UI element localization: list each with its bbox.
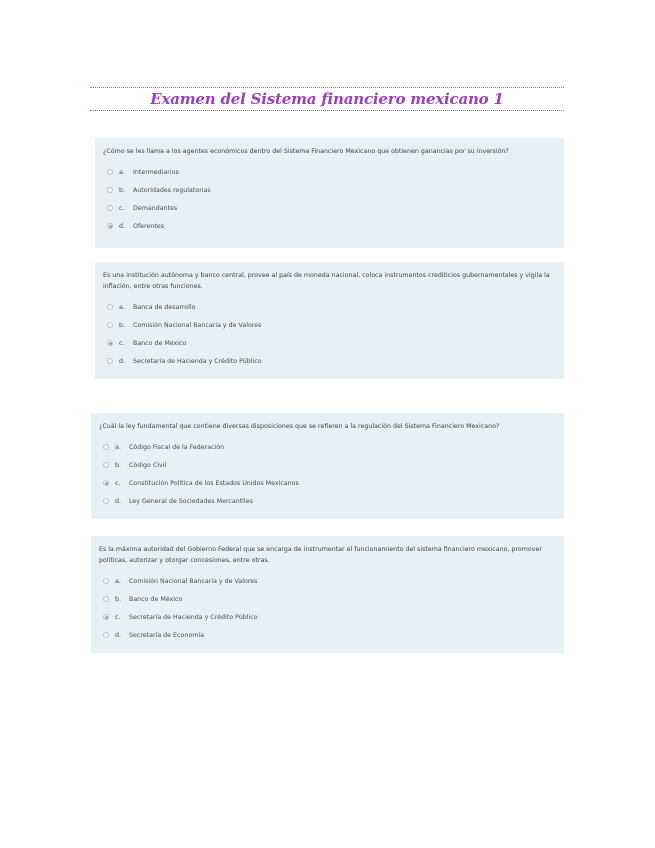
radio-button[interactable] — [103, 444, 109, 450]
option-label: Banco de México — [133, 339, 187, 347]
option-b[interactable] — [99, 590, 558, 608]
option-label: Ley General de Sociedades Mercantiles — [129, 497, 253, 505]
question-card-3 — [91, 413, 564, 519]
option-label: Comisión Nacional Bancaria y de Valores — [133, 321, 262, 329]
option-label: Autoridades regulatorias — [133, 186, 211, 194]
option-label: Código Civil — [129, 461, 167, 469]
option-letter: c. — [115, 479, 121, 487]
option-d[interactable] — [99, 492, 558, 510]
question-card-1 — [95, 138, 564, 248]
radio-button[interactable] — [107, 358, 113, 364]
option-c[interactable] — [103, 334, 558, 352]
question-text: Es la máxima autoridad del Gobierno Federal que se encarga de instrumentar el funcionamiento del sistema financiero mexicano, promover políticas, autorizar y otorgar concesiones, entre otras. — [99, 546, 542, 564]
option-letter: b. — [119, 321, 125, 329]
option-d[interactable] — [103, 217, 558, 235]
option-a[interactable] — [99, 572, 558, 590]
option-d[interactable] — [103, 352, 558, 370]
option-b[interactable] — [103, 316, 558, 334]
option-letter: c. — [119, 204, 125, 212]
option-label: Secretaría de Hacienda y Crédito Público — [133, 357, 262, 365]
radio-button[interactable] — [107, 322, 113, 328]
radio-button[interactable] — [107, 304, 113, 310]
title-banner — [90, 87, 564, 111]
option-letter: b. — [115, 595, 121, 603]
option-letter: d. — [115, 497, 121, 505]
question-card-2 — [95, 262, 564, 379]
question-text: ¿Cuál la ley fundamental que contiene diversas disposiciones que se refieren a la regulación del Sistema Financiero Mexicano? — [99, 423, 500, 430]
option-a[interactable] — [99, 438, 558, 456]
option-letter: d. — [115, 631, 121, 639]
option-letter: a. — [119, 168, 125, 176]
radio-button-selected[interactable] — [103, 614, 109, 620]
option-label: Secretaría de Economía — [129, 631, 204, 639]
question-text: ¿Cómo se les llama a los agentes económicos dentro del Sistema Financiero Mexicano que obtienen ganancias por su inversión? — [103, 148, 509, 155]
option-label: Comisión Nacional Bancaria y de Valores — [129, 577, 258, 585]
option-label: Banca de desarrollo — [133, 303, 196, 311]
option-label: Constitución Política de los Estados Unidos Mexicanos — [129, 479, 299, 487]
radio-button[interactable] — [103, 632, 109, 638]
radio-button[interactable] — [107, 187, 113, 193]
option-label: Intermediarios — [133, 168, 179, 176]
option-b[interactable] — [103, 181, 558, 199]
radio-button[interactable] — [107, 169, 113, 175]
option-letter: b. — [119, 186, 125, 194]
question-text: Es una institución autónoma y banco central, provee al país de moneda nacional, coloca instrumentos crediticios gubernamentales y vigila la inflación, entre otras funciones. — [103, 272, 550, 290]
option-letter: d. — [119, 357, 125, 365]
option-b[interactable] — [99, 456, 558, 474]
radio-button[interactable] — [103, 462, 109, 468]
page-title: Examen del Sistema financiero mexicano 1 — [150, 90, 504, 108]
question-card-4 — [91, 536, 564, 653]
option-label: Demandantes — [133, 204, 178, 212]
option-letter: a. — [115, 577, 121, 585]
option-label: Secretaría de Hacienda y Crédito Público — [129, 613, 258, 621]
option-label: Oferentes — [133, 222, 164, 230]
option-c[interactable] — [99, 608, 558, 626]
radio-button[interactable] — [103, 578, 109, 584]
option-letter: d. — [119, 222, 125, 230]
option-a[interactable] — [103, 163, 558, 181]
option-letter: b. — [115, 461, 121, 469]
option-letter: c. — [119, 339, 125, 347]
radio-button[interactable] — [107, 205, 113, 211]
radio-button-selected[interactable] — [103, 480, 109, 486]
option-letter: a. — [119, 303, 125, 311]
option-c[interactable] — [103, 199, 558, 217]
radio-button-selected[interactable] — [107, 340, 113, 346]
radio-button-selected[interactable] — [107, 223, 113, 229]
radio-button[interactable] — [103, 596, 109, 602]
option-label: Banco de México — [129, 595, 183, 603]
option-label: Código Fiscal de la Federación — [129, 443, 225, 451]
option-c[interactable] — [99, 474, 558, 492]
radio-button[interactable] — [103, 498, 109, 504]
option-d[interactable] — [99, 626, 558, 644]
option-a[interactable] — [103, 298, 558, 316]
option-letter: a. — [115, 443, 121, 451]
option-letter: c. — [115, 613, 121, 621]
